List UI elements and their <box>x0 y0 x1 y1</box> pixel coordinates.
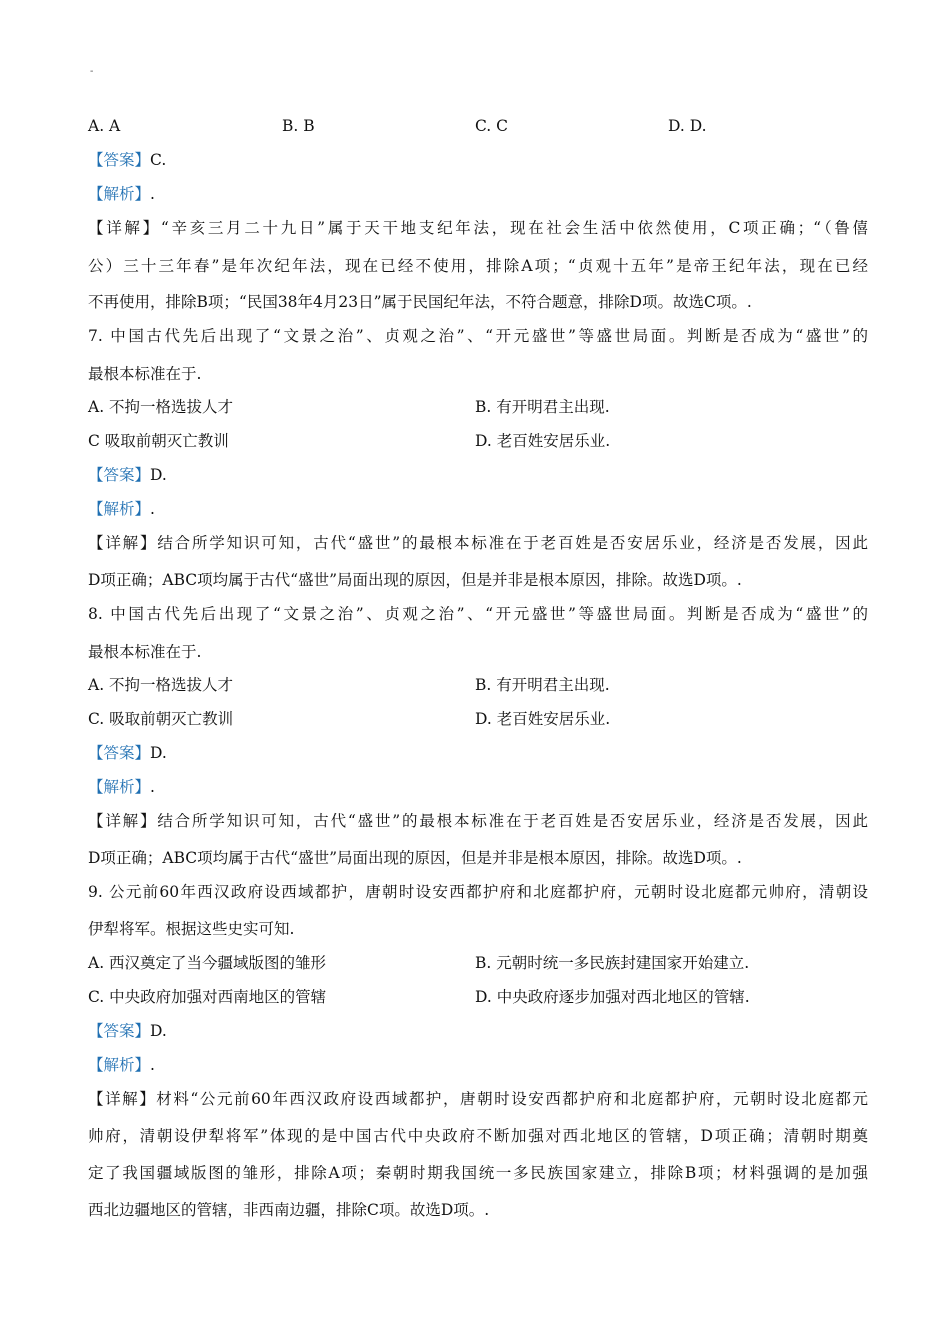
option-d: D. 中央政府逐步加强对西北地区的管辖. <box>475 988 750 1006</box>
detail-line <box>88 533 868 553</box>
answer-tag: 【答案】 <box>88 466 151 484</box>
detail-line: 帅府，清朝设伊犁将军”体现的是中国古代中央政府不断加强对西北地区的管辖，D项正确；清朝时期奠 <box>88 1127 868 1145</box>
answer-value: C. <box>150 151 167 169</box>
option-d: D. 老百姓安居乐业. <box>475 710 611 728</box>
question-stem: 伊犁将军。根据这些史实可知. <box>88 920 295 938</box>
option-a: A. A <box>88 117 121 135</box>
answer-tag: 【答案】 <box>88 151 151 169</box>
option-b: B. 有开明君主出现. <box>475 398 610 416</box>
analysis-value: . <box>150 1056 155 1074</box>
option-c: C. C <box>475 117 509 135</box>
analysis-value: . <box>150 778 155 796</box>
analysis-value: . <box>150 500 155 518</box>
answer-line <box>88 743 868 763</box>
detail-line: D项正确；ABC项均属于古代“盛世”局面出现的原因，但是并非是根本原因，排除。故选D项。. <box>88 571 742 589</box>
detail-tag: 【详解】 <box>88 534 158 552</box>
option-c: C 吸取前朝灭亡教训 <box>88 432 229 450</box>
analysis-line <box>88 184 868 204</box>
question-stem: 最根本标准在于. <box>88 365 202 383</box>
detail-tag: 【详解】 <box>88 1090 157 1108</box>
option-a: A. 西汉奠定了当今疆域版图的雏形 <box>88 954 327 972</box>
question-stem: 最根本标准在于. <box>88 643 202 661</box>
analysis-tag: 【解析】 <box>88 1056 151 1074</box>
top-mark: - <box>90 66 94 77</box>
detail-text: “辛亥三月二十九日”属于天干地支纪年法，现在社会生活中依然使用，C项正确；“（鲁僖 <box>160 219 868 237</box>
option-b: B. B <box>282 117 315 135</box>
detail-line <box>88 218 868 238</box>
option-b: B. 元朝时统一多民族封建国家开始建立. <box>475 954 750 972</box>
analysis-tag: 【解析】 <box>88 185 151 203</box>
question-stem: 8. 中国古代先后出现了“文景之治”、贞观之治”、“开元盛世”等盛世局面。判断是否成为“盛世”的 <box>88 605 868 623</box>
detail-tag: 【详解】 <box>88 219 161 237</box>
analysis-tag: 【解析】 <box>88 500 151 518</box>
detail-line: 定了我国疆域版图的雏形，排除A项；秦朝时期我国统一多民族国家建立，排除B项；材料强调的是加强 <box>88 1164 868 1182</box>
answer-value: D. <box>150 744 167 762</box>
analysis-value: . <box>150 185 155 203</box>
answer-value: D. <box>150 466 167 484</box>
answer-value: D. <box>150 1022 167 1040</box>
analysis-tag: 【解析】 <box>88 778 151 796</box>
answer-line <box>88 1021 868 1041</box>
option-c: C. 中央政府加强对西南地区的管辖 <box>88 988 327 1006</box>
detail-text: 结合所学知识可知，古代“盛世”的最根本标准在于老百姓是否安居乐业，经济是否发展，因此 <box>157 534 868 552</box>
option-d: D. D. <box>668 117 707 135</box>
detail-line: D项正确；ABC项均属于古代“盛世”局面出现的原因，但是并非是根本原因，排除。故选D项。. <box>88 849 742 867</box>
answer-tag: 【答案】 <box>88 1022 151 1040</box>
question-stem: 9. 公元前60年西汉政府设西域都护，唐朝时设安西都护府和北庭都护府，元朝时设北庭都元帅府，清朝设 <box>88 883 868 901</box>
analysis-line <box>88 777 868 797</box>
option-a: A. 不拘一格选拔人才 <box>88 676 234 694</box>
detail-text: 材料“公元前60年西汉政府设西域都护，唐朝时设安西都护府和北庭都护府，元朝时设北庭都元 <box>156 1090 868 1108</box>
detail-line: 西北边疆地区的管辖，非西南边疆，排除C项。故选D项。. <box>88 1201 490 1219</box>
detail-text: 结合所学知识可知，古代“盛世”的最根本标准在于老百姓是否安居乐业，经济是否发展，因此 <box>157 812 868 830</box>
option-c: C. 吸取前朝灭亡教训 <box>88 710 234 728</box>
detail-line: 公）三十三年春”是年次纪年法，现在已经不使用，排除A项；“贞观十五年”是帝王纪年法，现在已经 <box>88 257 868 275</box>
detail-line: 不再使用，排除B项；“民国38年4月23日”属于民国纪年法，不符合题意，排除D项。故选C项。. <box>88 293 752 311</box>
analysis-line <box>88 499 868 519</box>
detail-tag: 【详解】 <box>88 812 158 830</box>
analysis-line <box>88 1055 868 1075</box>
option-b: B. 有开明君主出现. <box>475 676 610 694</box>
option-d: D. 老百姓安居乐业. <box>475 432 611 450</box>
detail-line <box>88 1089 868 1109</box>
answer-line <box>88 465 868 485</box>
question-stem: 7. 中国古代先后出现了“文景之治”、贞观之治”、“开元盛世”等盛世局面。判断是否成为“盛世”的 <box>88 327 868 345</box>
answer-line <box>88 150 868 170</box>
option-a: A. 不拘一格选拔人才 <box>88 398 234 416</box>
answer-tag: 【答案】 <box>88 744 151 762</box>
detail-line <box>88 811 868 831</box>
